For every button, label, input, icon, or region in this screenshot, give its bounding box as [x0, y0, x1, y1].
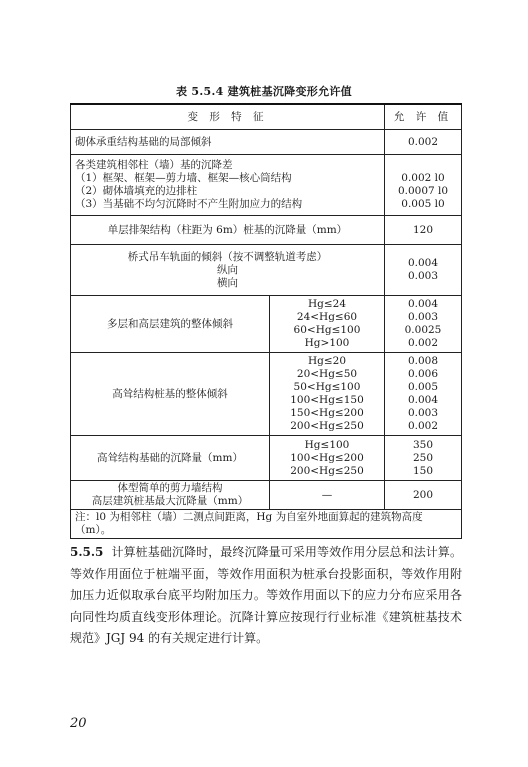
row6-feature: 高耸结构桩基的整体倾斜: [71, 353, 270, 436]
deformation-allowance-table: [70, 103, 462, 539]
row7-feature: 高耸结构基础的沉降量（mm）: [71, 436, 270, 481]
row6-value: 0.005: [407, 381, 439, 393]
row2-title: 各类建筑相邻柱（墙）基的沉降差: [75, 159, 233, 171]
row6-cond: Hg≤20: [307, 355, 347, 367]
row2-feature: [71, 155, 385, 216]
row2-item-3: （3）当基础不均匀沉降时不产生附加应力的结构: [75, 198, 303, 210]
row5-values: [385, 296, 462, 353]
row7-value: 250: [412, 451, 434, 464]
clause-number: 5.5.5: [70, 545, 104, 559]
table-note: 注：l0 为相邻柱（墙）二测点间距离，Hg 为自室外地面算起的建筑物高度（m）。: [71, 510, 462, 539]
row5-value: 0.003: [407, 311, 439, 323]
row4-feature: [71, 245, 385, 296]
row6-value: 0.003: [407, 407, 439, 419]
page-number: 20: [70, 716, 87, 731]
row5-value: 0.004: [407, 298, 439, 310]
row8-line-1: 体型简单的剪力墙结构: [117, 482, 223, 494]
row2-value-1: 0.002 l0: [401, 172, 445, 184]
row7-value: 350: [412, 438, 434, 451]
row4-values: [385, 245, 462, 296]
row4-value-1: 0.004: [407, 257, 439, 269]
table-caption: 表 5.5.4 建筑桩基沉降变形允许值: [176, 85, 352, 98]
row6-cond: 20<Hg≤50: [296, 368, 358, 380]
row6-value: 0.006: [407, 368, 439, 380]
row7-conds: [270, 436, 385, 481]
row3-feature: 单层排架结构（柱距为 6m）桩基的沉降量（mm）: [71, 216, 385, 245]
row6-value: 0.008: [407, 355, 439, 367]
header-feature: 变 形 特 征: [71, 104, 385, 130]
row4-value-2: 0.003: [407, 270, 439, 282]
row4-sub-2: 横向: [217, 276, 238, 289]
table-note-row: [71, 510, 462, 539]
table-row: [71, 155, 462, 216]
row8-cond: —: [270, 481, 385, 510]
row5-conds: [270, 296, 385, 353]
row3-value: 120: [385, 216, 462, 245]
row7-cond: Hg≤100: [304, 438, 350, 451]
table-row: [71, 296, 462, 353]
row6-cond: 150<Hg≤200: [290, 407, 364, 419]
row2-values: [385, 155, 462, 216]
table-row: [71, 436, 462, 481]
row5-cond: Hg≤24: [307, 298, 347, 310]
table-row: [71, 481, 462, 510]
row2-item-1: （1）框架、框架—剪力墙、框架—核心筒结构: [75, 172, 292, 184]
row5-cond: 24<Hg≤60: [296, 311, 358, 323]
row5-cond: 60<Hg≤100: [293, 324, 361, 336]
row7-cond: 100<Hg≤200: [290, 451, 364, 464]
table-row: [71, 130, 462, 155]
clause-text: 计算桩基础沉降时，最终沉降量可采用等效作用分层总和法计算。等效作用面位于桩端平面，等效作用面积为桩承台投影面积，等效作用附加压力近似取承台底平均附加压力。等效作用面以下的应力分布应采用各向同性均质直线变形体理论。沉降计算应按现行行业标准《建筑桩基技术规范》JGJ 94 的有关规定进行计算。: [70, 545, 462, 645]
row1-feature: 砌体承重结构基础的局部倾斜: [71, 130, 385, 155]
table-row: [71, 353, 462, 436]
row7-values: [385, 436, 462, 481]
row6-value: 0.004: [407, 394, 439, 406]
row8-value: 200: [385, 481, 462, 510]
table-header-row: [71, 104, 462, 130]
row4-title: 桥式吊车轨面的倾斜（按不调整轨道考虑）: [127, 250, 328, 263]
table-row: [71, 216, 462, 245]
row2-value-3: 0.005 l0: [401, 198, 445, 210]
row2-item-2: （2）砌体墙填充的边排柱: [75, 185, 198, 197]
row6-value: 0.002: [407, 420, 439, 432]
row5-value: 0.0025: [404, 324, 442, 336]
row8-feature: [71, 481, 270, 510]
row5-feature: 多层和高层建筑的整体倾斜: [71, 296, 270, 353]
row7-value: 150: [412, 464, 434, 477]
row6-cond: 200<Hg≤250: [290, 420, 364, 432]
row7-cond: 200<Hg≤250: [290, 464, 364, 477]
row6-values: [385, 353, 462, 436]
row8-line-2: 高层建筑桩基最大沉降量（mm）: [91, 495, 249, 507]
row6-conds: [270, 353, 385, 436]
row2-value-2: 0.0007 l0: [397, 185, 449, 197]
table-row: [71, 245, 462, 296]
row6-cond: 100<Hg≤150: [290, 394, 364, 406]
row5-value: 0.002: [407, 337, 439, 349]
row6-cond: 50<Hg≤100: [293, 381, 361, 393]
row1-value: 0.002: [385, 130, 462, 155]
body-paragraph: [70, 542, 462, 650]
row4-sub-1: 纵向: [217, 263, 238, 276]
header-value: 允 许 值: [385, 104, 462, 130]
row5-cond: Hg>100: [304, 337, 350, 349]
